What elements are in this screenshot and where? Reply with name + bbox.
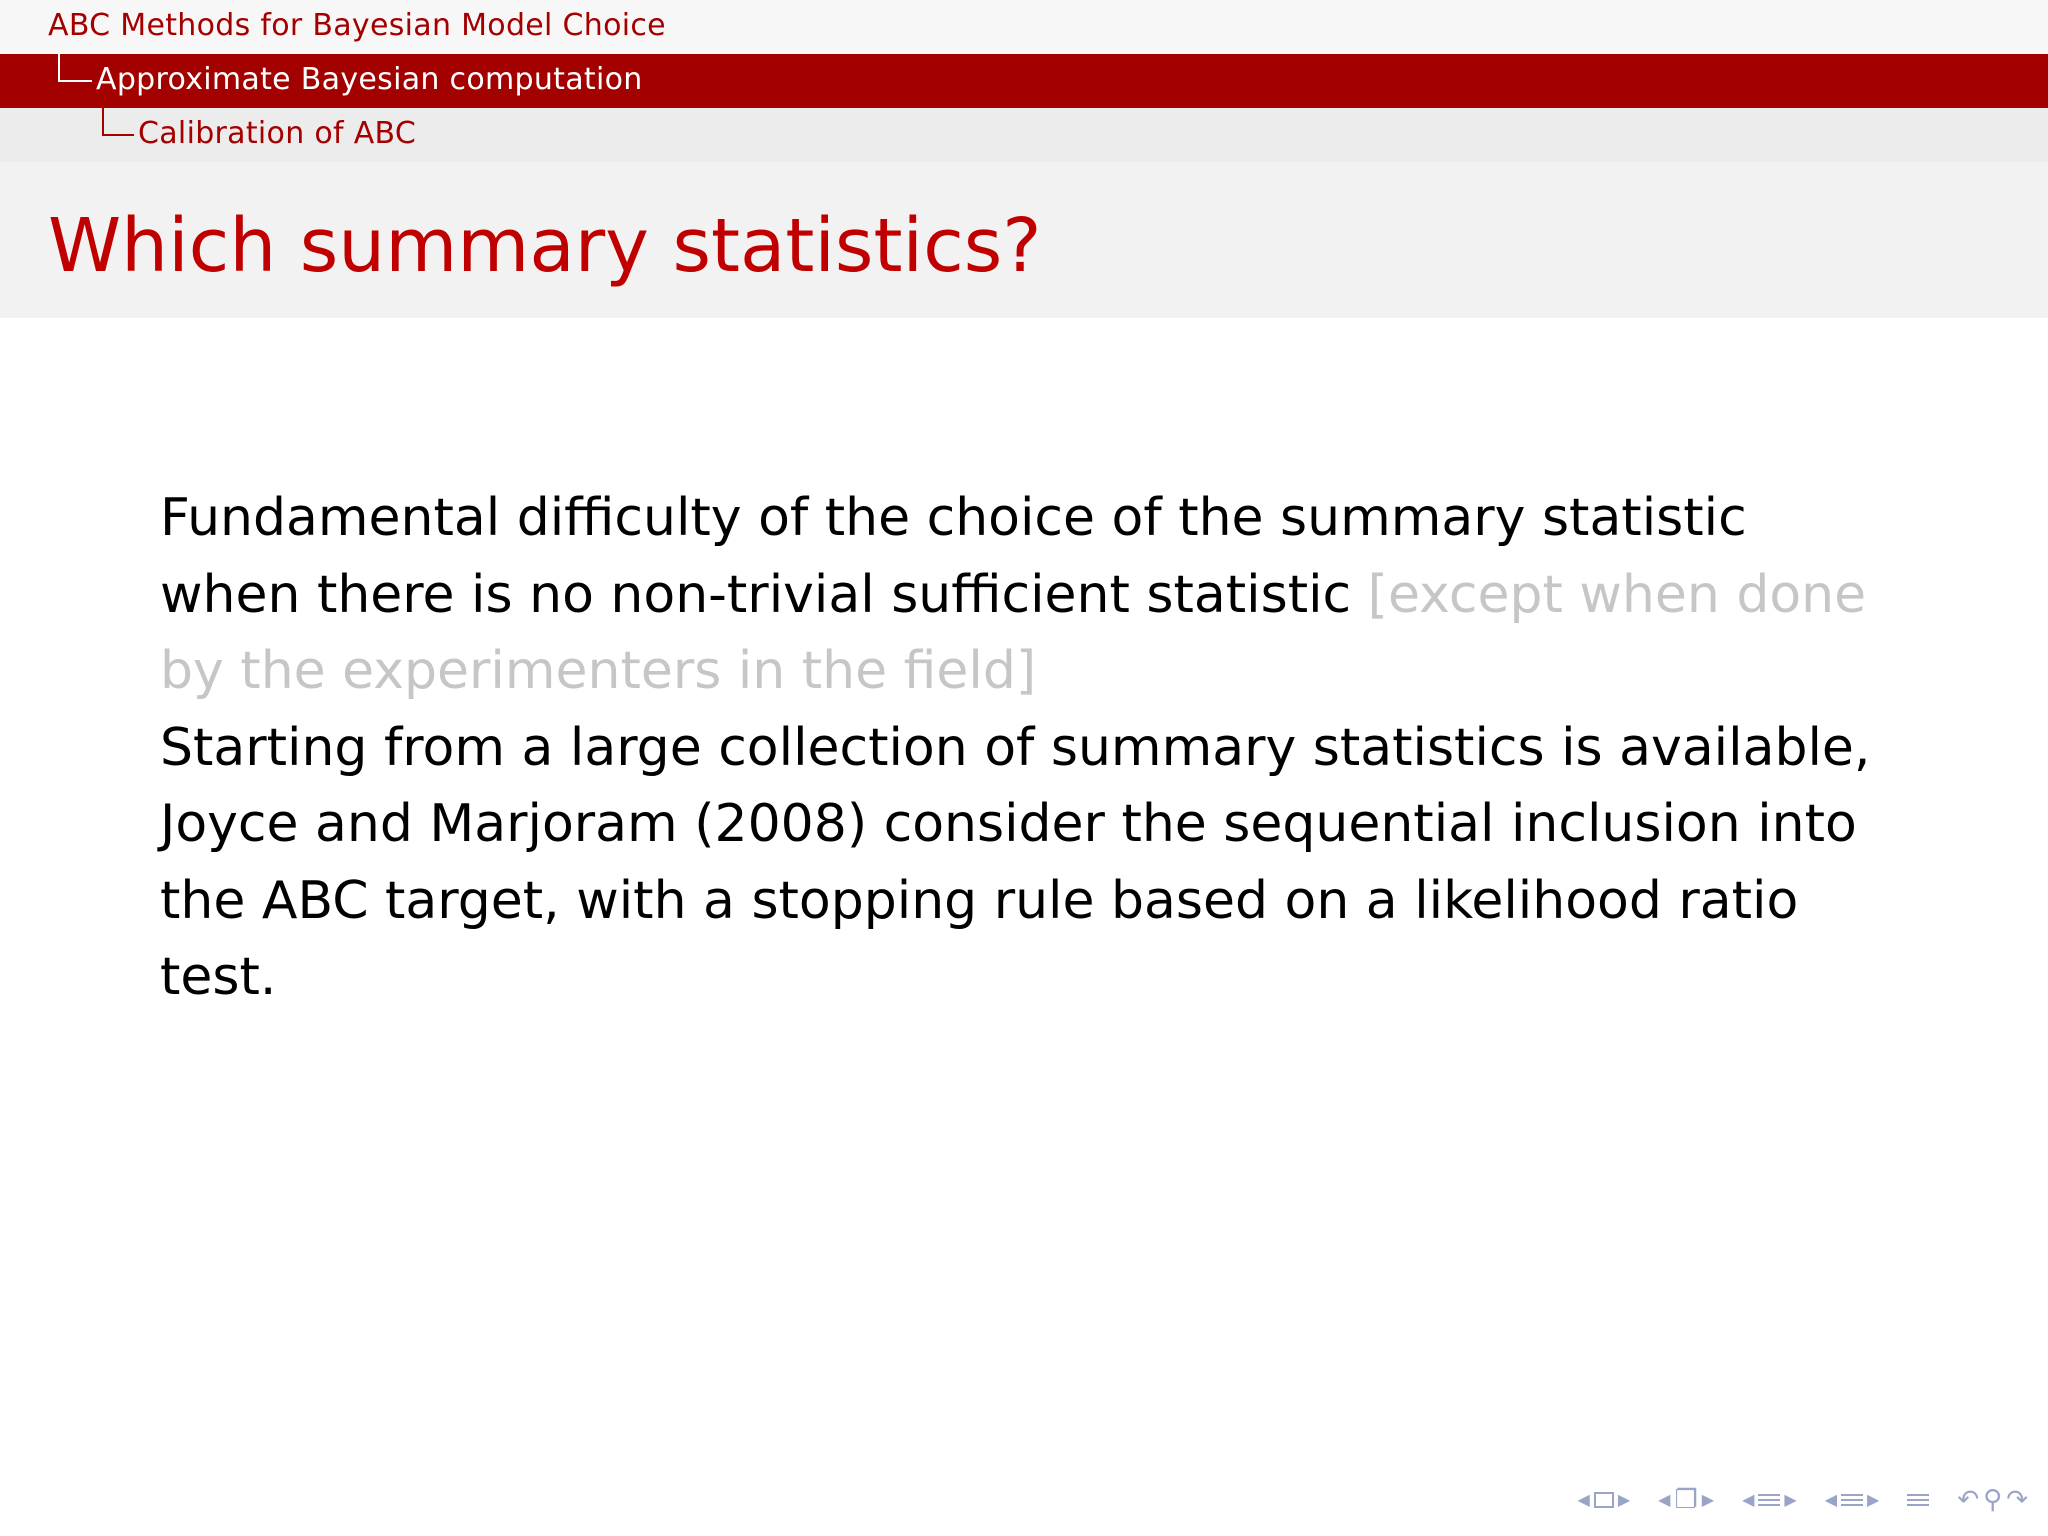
nav-prev-section-icon[interactable]: ◀ [1742,1490,1755,1509]
nav-prev-subsection-icon[interactable]: ◀ [1658,1490,1671,1509]
header-subsubsection[interactable]: Calibration of ABC [138,116,417,151]
paragraph-1 [160,480,1900,710]
nav-align-group [1907,1494,1929,1506]
header-section-row [0,0,2048,54]
nav-prev-part-icon[interactable]: ◀ [1824,1490,1838,1509]
header-subsection[interactable]: Approximate Bayesian computation [96,62,643,97]
frame-title-band [0,162,2048,318]
search-icon[interactable]: ⚲ [1983,1485,2003,1515]
slide-body [160,480,1900,1016]
back-icon[interactable]: ↶ [1957,1485,1980,1515]
nav-section-group [1742,1492,1797,1508]
nav-next-subsection-icon[interactable]: ▶ [1701,1490,1715,1509]
beamer-navigation [1556,1480,2028,1520]
nav-frame-group [1578,1492,1631,1508]
tree-connector-icon [102,108,134,136]
paragraph-1-main: Fundamental difficulty of the choice of the summary statistic when there is no non-trivial sufficient statistic [160,488,1747,625]
header-subsection-row [0,54,2048,108]
forward-icon[interactable]: ↷ [2006,1485,2028,1515]
nav-part-group [1825,1492,1880,1508]
tree-connector-icon [58,54,92,82]
nav-next-frame-icon[interactable]: ▶ [1617,1490,1631,1509]
header-subsubsection-row [0,108,2048,162]
subsection-icon[interactable]: ❐ [1674,1485,1698,1515]
nav-next-part-icon[interactable]: ▶ [1867,1490,1880,1509]
header-section[interactable]: ABC Methods for Bayesian Model Choice [48,8,666,43]
appendix-icon[interactable] [1907,1494,1929,1506]
nav-prev-frame-icon[interactable]: ◀ [1577,1490,1590,1509]
frame-title: Which summary statistics? [48,203,1042,289]
part-icon[interactable] [1841,1494,1863,1506]
section-icon[interactable] [1758,1494,1780,1506]
nav-next-section-icon[interactable]: ▶ [1784,1490,1797,1509]
paragraph-2: Starting from a large collection of summary statistics is available, Joyce and Marjoram (2008) consider the sequential inclusion into the ABC target, with a stopping rule based on a likelihood ratio test. [160,717,1871,1007]
nav-subsection-group [1658,1487,1714,1513]
frame-icon[interactable] [1594,1492,1614,1508]
nav-search-group [1957,1487,2028,1513]
paragraph-1-aside: [except when done by the experimenters in the field] [160,564,1867,701]
